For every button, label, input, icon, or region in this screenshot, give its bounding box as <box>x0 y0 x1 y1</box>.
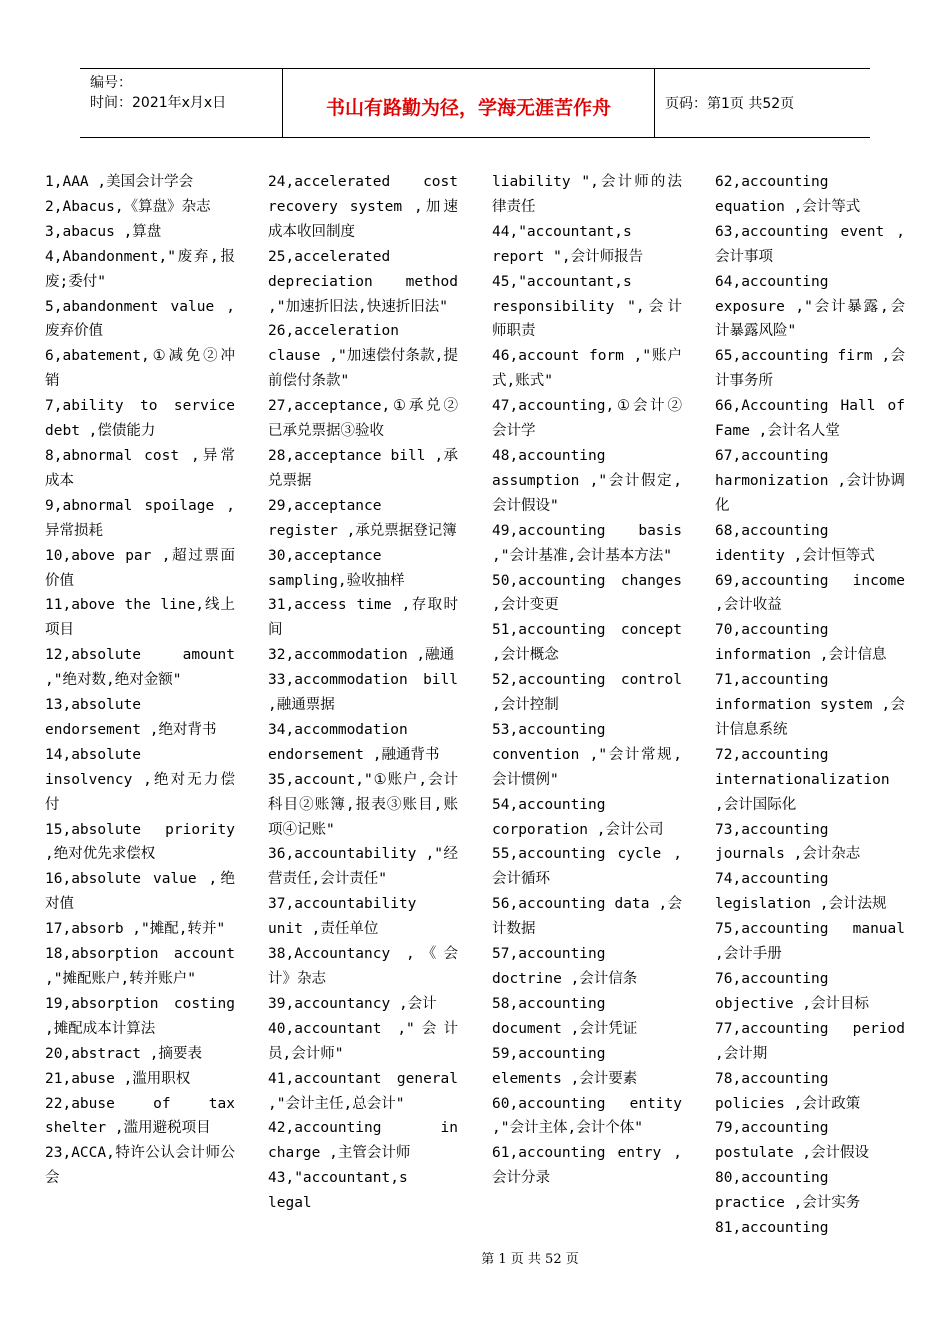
glossary-column-3 <box>492 170 682 1191</box>
glossary-entry: 63,accounting event ,会计事项 <box>715 223 905 265</box>
glossary-entry: 15,absolute priority ,绝对优先求偿权 <box>45 821 235 863</box>
glossary-entry: 34,accommodation endorsement ,融通背书 <box>268 721 440 763</box>
glossary-entry: 44,"accountant,s report ",会计师报告 <box>492 223 644 265</box>
glossary-entry: 21,abuse ,滥用职权 <box>45 1070 191 1087</box>
glossary-entry: 73,accounting journals ,会计杂志 <box>715 821 861 863</box>
glossary-entry: 31,access time ,存取时间 <box>268 597 458 639</box>
glossary-entry: 3,abacus ,算盘 <box>45 223 162 240</box>
glossary-entry: 6,abatement,①减免②冲销 <box>45 348 235 390</box>
glossary-entry: 75,accounting manual ,会计手册 <box>715 921 905 963</box>
glossary-entry: 46,account form ,"账户式,账式" <box>492 348 682 390</box>
glossary-entry: 8,abnormal cost ,异常成本 <box>45 447 235 489</box>
glossary-entry: 35,account,"①账户,会计科目②账簿,报表③账目,账项④记账" <box>268 771 458 838</box>
glossary-entry: 2,Abacus,《算盘》杂志 <box>45 198 211 215</box>
glossary-entry: 49,accounting basis ,"会计基准,会计基本方法" <box>492 522 682 564</box>
glossary-entry: 10,above par ,超过票面价值 <box>45 547 235 589</box>
glossary-column-2 <box>268 170 458 1216</box>
glossary-entry: 16,absolute value ,绝对值 <box>45 871 235 913</box>
glossary-entry: 28,acceptance bill ,承兑票据 <box>268 447 458 489</box>
glossary-entry: 39,accountancy ,会计 <box>268 995 437 1012</box>
glossary-entry: 61,accounting entry ,会计分录 <box>492 1145 682 1187</box>
glossary-entry: 1,AAA ,美国会计学会 <box>45 174 194 190</box>
glossary-entry: 4,Abandonment,"废弃,报废;委付" <box>45 248 235 290</box>
motto-text: 书山有路勤为径，学海无涯苦作舟 <box>325 96 611 119</box>
glossary-entry: 57,accounting doctrine ,会计信条 <box>492 946 638 987</box>
glossary-entry: 17,absorb ,"摊配,转并" <box>45 921 226 938</box>
glossary-entry: 25,accelerated depreciation method ,"加速折旧法,快速折旧法" <box>268 248 458 315</box>
glossary-entry: 74,accounting legislation ,会计法规 <box>715 871 887 913</box>
page-header <box>80 68 870 138</box>
glossary-entry: 70,accounting information ,会计信息 <box>715 622 887 664</box>
glossary-entry: 53,accounting convention ,"会计常规,会计惯例" <box>492 721 682 788</box>
glossary-entry: 80,accounting practice ,会计实务 <box>715 1170 861 1212</box>
document-number: 编号： <box>90 75 132 91</box>
glossary-entry: 59,accounting elements ,会计要素 <box>492 1045 638 1087</box>
glossary-entry: 67,accounting harmonization ,会计协调化 <box>715 447 905 514</box>
glossary-entry: 48,accounting assumption ,"会计假定,会计假设" <box>492 447 682 514</box>
glossary-entry: 27,acceptance,①承兑②已承兑票据③验收 <box>268 398 458 440</box>
glossary-entry: 43,"accountant,s legal <box>268 1170 408 1212</box>
glossary-entry: 71,accounting information system ,会计信息系统 <box>715 672 905 738</box>
header-page-number <box>655 69 870 137</box>
glossary-entry: 66,Accounting Hall of Fame ,会计名人堂 <box>715 398 905 440</box>
glossary-entry: 55,accounting cycle ,会计循环 <box>492 846 682 888</box>
glossary-entry: 54,accounting corporation ,会计公司 <box>492 796 664 838</box>
glossary-entry: 42,accounting in charge ,主管会计师 <box>268 1120 458 1162</box>
document-date: 时间：2021年x月x日 <box>90 95 227 111</box>
glossary-entry: 24,accelerated cost recovery system ,加速成本收回制度 <box>268 174 458 240</box>
page-number-text: 页码：第1页 共52页 <box>665 96 795 112</box>
glossary-entry: 30,acceptance sampling,验收抽样 <box>268 547 405 589</box>
glossary-entry: 5,abandonment value ,废弃价值 <box>45 298 235 340</box>
glossary-entry: 33,accommodation bill ,融通票据 <box>268 672 458 714</box>
header-info <box>80 69 283 137</box>
glossary-entry: 26,acceleration clause ,"加速偿付条款,提前偿付条款" <box>268 323 458 390</box>
glossary-entry: 41,accountant general ,"会计主任,总会计" <box>268 1070 458 1112</box>
glossary-entry: 64,accounting exposure ,"会计暴露,会计暴露风险" <box>715 273 905 340</box>
glossary-entry: 56,accounting data ,会计数据 <box>492 896 682 938</box>
glossary-entry: 29,acceptance register ,承兑票据登记簿 <box>268 497 457 539</box>
glossary-entry: 51,accounting concept ,会计概念 <box>492 622 682 664</box>
glossary-entry: 65,accounting firm ,会计事务所 <box>715 348 905 390</box>
header-motto <box>283 69 655 137</box>
glossary-entry: 19,absorption costing ,摊配成本计算法 <box>45 995 235 1037</box>
glossary-entry: 7,ability to service debt ,偿债能力 <box>45 398 235 440</box>
glossary-entry: 79,accounting postulate ,会计假设 <box>715 1120 870 1162</box>
glossary-entry: 13,absolute endorsement ,绝对背书 <box>45 697 217 738</box>
glossary-entry: 9,abnormal spoilage ,异常损耗 <box>45 497 235 539</box>
page-footer <box>0 1248 950 1267</box>
glossary-column-1 <box>45 170 235 1191</box>
glossary-entry: 68,accounting identity ,会计恒等式 <box>715 522 875 564</box>
glossary-entry: 36,accountability ,"经营责任,会计责任" <box>268 846 458 888</box>
glossary-entry: 62,accounting equation ,会计等式 <box>715 174 861 215</box>
glossary-entry: 40,accountant ,"会计员,会计师" <box>268 1020 458 1062</box>
glossary-entry: 20,abstract ,摘要表 <box>45 1045 202 1062</box>
glossary-entry: 11,above the line,线上项目 <box>45 597 235 639</box>
glossary-entry: 22,abuse of tax shelter ,滥用避税项目 <box>45 1095 235 1137</box>
glossary-entry: 18,absorption account ,"摊配账户,转并账户" <box>45 946 235 987</box>
glossary-entry: 72,accounting internationalization ,会计国际化 <box>715 746 890 813</box>
glossary-entry: 52,accounting control ,会计控制 <box>492 672 682 714</box>
glossary-entry: 14,absolute insolvency ,绝对无力偿付 <box>45 746 235 813</box>
glossary-entry: 23,ACCA,特许公认会计师公会 <box>45 1145 235 1187</box>
glossary-entry: 50,accounting changes ,会计变更 <box>492 572 682 614</box>
glossary-entry: 32,accommodation ,融通 <box>268 647 455 664</box>
glossary-entry: 81,accounting <box>715 1220 829 1237</box>
glossary-entry: 76,accounting objective ,会计目标 <box>715 971 870 1012</box>
glossary-entry: 47,accounting,①会计②会计学 <box>492 398 682 440</box>
glossary-column-4 <box>715 170 905 1241</box>
glossary-entry: liability ",会计师的法律责任 <box>492 174 682 215</box>
glossary-entry: 38,Accountancy ,《会计》杂志 <box>268 946 458 987</box>
glossary-entry: 77,accounting period ,会计期 <box>715 1020 905 1062</box>
glossary-entry: 45,"accountant,s responsibility ",会计师职责 <box>492 273 682 340</box>
glossary-entry: 58,accounting document ,会计凭证 <box>492 995 638 1037</box>
glossary-entry: 78,accounting policies ,会计政策 <box>715 1070 861 1112</box>
glossary-entry: 69,accounting income ,会计收益 <box>715 572 905 614</box>
footer-page-text: 第 1 页 共 52 页 <box>481 1252 579 1267</box>
glossary-entry: 60,accounting entity ,"会计主体,会计个体" <box>492 1095 682 1137</box>
glossary-entry: 37,accountability unit ,责任单位 <box>268 896 417 938</box>
glossary-entry: 12,absolute amount ,"绝对数,绝对金额" <box>45 647 235 689</box>
